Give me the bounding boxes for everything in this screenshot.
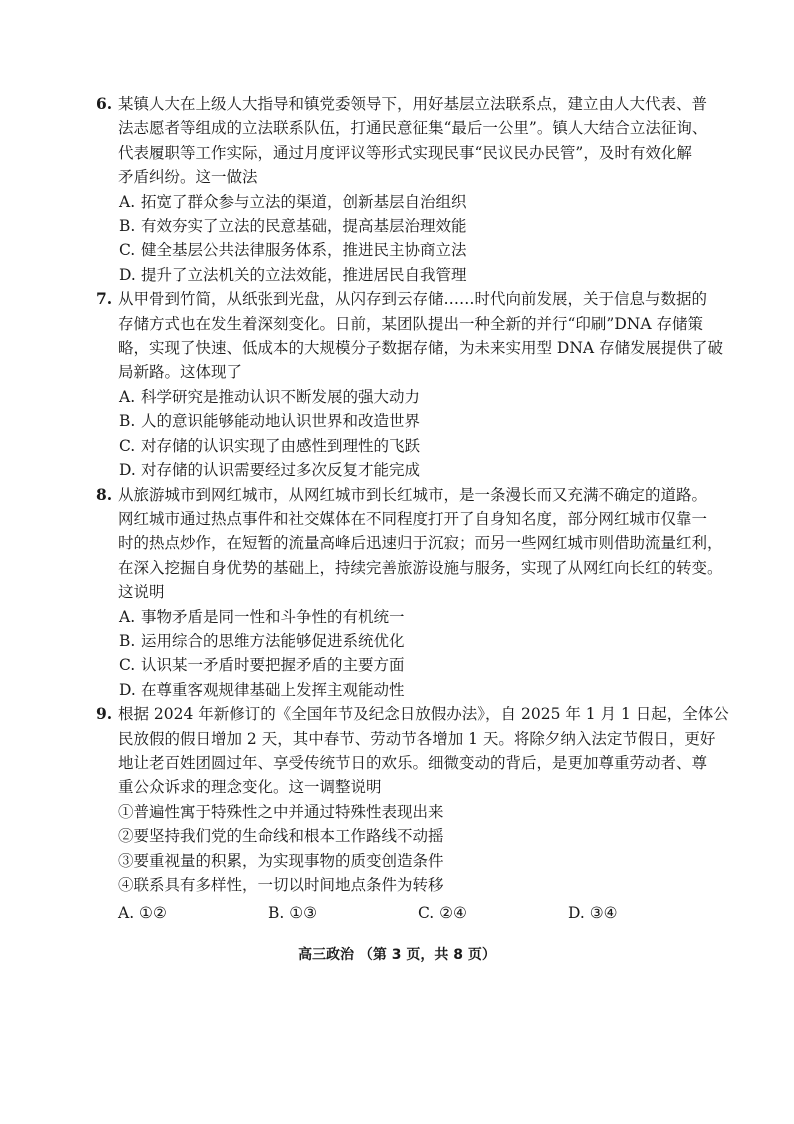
choice-c: C. ②④ [418, 904, 467, 923]
option-text: 在尊重客观规律基础上发挥主观能动性 [141, 680, 405, 699]
question-stem-line: 时的热点炒作，在短暂的流量高峰后迅速归于沉寂；而另一些网红城市则借助流量红利， [118, 534, 723, 553]
option-a [118, 190, 718, 214]
question-stem-line: 这说明 [118, 583, 165, 602]
question-stem-line: 民放假的假日增加 2 天，其中春节、劳动节各增加 1 天。将除夕纳入法定节假日，更好 [118, 729, 716, 748]
stem-text: 根据 2024 年新修订的《全国年节及纪念日放假办法》，自 2025 年 1 月 1 日起，全体公 [118, 705, 729, 724]
option-letter: A. [119, 192, 136, 211]
question-stem-line: 重公众诉求的理念变化。这一调整说明 [118, 778, 382, 797]
choice-a: A. ①② [118, 904, 167, 923]
option-c [118, 653, 718, 677]
question-stem-line: 略，实现了快速、低成本的大规模分子数据存储，为未来实用型 DNA 存储发展提供了破 [118, 339, 724, 358]
question-stem-line [96, 483, 718, 507]
option-b [118, 214, 718, 238]
option-text: 科学研究是推动认识不断发展的强大动力 [141, 387, 421, 406]
question-7 [96, 287, 724, 482]
option-text: 对存储的认识需要经过多次反复才能完成 [141, 461, 421, 480]
question-stem-line: 网红城市通过热点事件和社交媒体在不同程度打开了自身知名度，部分网红城市仅靠一 [118, 509, 708, 528]
question-stem-line [96, 287, 718, 311]
page-footer: 高三政治 （第 3 页，共 8 页） [298, 947, 496, 963]
question-stem-line: 在深入挖掘自身优势的基础上，持续完善旅游设施与服务，实现了从网红向长红的转变。 [118, 558, 723, 577]
option-d [118, 458, 718, 482]
question-8 [96, 483, 723, 703]
option-letter: C. [119, 436, 136, 455]
option-b [118, 629, 718, 653]
option-text: 运用综合的思维方法能够促进系统优化 [141, 631, 405, 650]
question-stem-line: 代表履职等工作实际，通过月度评议等形式实现民事“民议民办民管”，及时有效化解 [118, 143, 692, 162]
option-letter: D. [119, 265, 136, 284]
choice-d: D. ③④ [568, 904, 618, 923]
option-text: 有效夯实了立法的民意基础，提高基层治理效能 [141, 217, 467, 236]
option-a [118, 385, 718, 409]
question-number: 8. [96, 484, 113, 504]
option-letter: D. [119, 680, 136, 699]
page-content [96, 92, 729, 927]
question-stem-line: 存储方式也在发生着深刻变化。日前，某团队提出一种全新的并行“印刷”DNA 存储策 [118, 314, 703, 333]
option-text: 提升了立法机关的立法效能，推进居民自我管理 [141, 265, 467, 284]
option-letter: A. [119, 387, 136, 406]
question-stem-line [96, 92, 718, 116]
option-text: 认识某一矛盾时要把握矛盾的主要方面 [141, 656, 405, 675]
option-a [118, 605, 718, 629]
option-letter: C. [119, 241, 136, 260]
question-stem-line [96, 702, 729, 726]
option-d [118, 263, 718, 287]
option-b [118, 409, 718, 433]
question-6 [96, 92, 718, 287]
option-letter: B. [119, 631, 136, 650]
option-letter: D. [119, 461, 136, 480]
option-c [118, 434, 718, 458]
option-text: 拓宽了群众参与立法的渠道，创新基层自治组织 [141, 192, 467, 211]
statement-2: ②要坚持我们党的生命线和根本工作路线不动摇 [118, 827, 444, 846]
option-text: 对存储的认识实现了由感性到理性的飞跃 [141, 436, 421, 455]
question-9 [96, 702, 729, 927]
statement-1: ①普遍性寓于特殊性之中并通过特殊性表现出来 [118, 802, 444, 821]
stem-text: 从甲骨到竹简，从纸张到光盘，从闪存到云存储……时代向前发展，关于信息与数据的 [118, 290, 708, 309]
question-stem-line: 局新路。这体现了 [118, 363, 243, 382]
stem-text: 从旅游城市到网红城市，从网红城市到长红城市，是一条漫长而又充满不确定的道路。 [118, 485, 708, 504]
option-letter: A. [119, 607, 136, 626]
question-stem-line: 矛盾纠纷。这一做法 [118, 168, 258, 187]
question-number: 9. [96, 704, 113, 724]
option-text: 健全基层公共法律服务体系，推进民主协商立法 [141, 241, 467, 260]
question-number: 6. [96, 94, 113, 113]
answer-choices [118, 899, 718, 927]
stem-text: 某镇人大在上级人大指导和镇党委领导下，用好基层立法联系点，建立由人大代表、普 [118, 95, 708, 113]
option-text: 人的意识能够能动地认识世界和改造世界 [141, 412, 421, 431]
question-stem-line: 地让老百姓团圆过年、享受传统节日的欢乐。细微变动的背后，是更加尊重劳动者、尊 [118, 753, 708, 772]
option-c [118, 238, 718, 262]
option-letter: C. [119, 656, 136, 675]
question-number: 7. [96, 289, 113, 309]
option-letter: B. [119, 217, 136, 236]
option-text: 事物矛盾是同一性和斗争性的有机统一 [141, 607, 405, 626]
option-d [118, 678, 718, 702]
question-stem-line: 法志愿者等组成的立法联系队伍，打通民意征集“最后一公里”。镇人大结合立法征询、 [118, 119, 708, 138]
option-letter: B. [119, 412, 136, 431]
statement-3: ③要重视量的积累，为实现事物的质变创造条件 [118, 851, 444, 870]
choice-b: B. ①③ [268, 904, 318, 923]
statement-4: ④联系具有多样性，一切以时间地点条件为转移 [118, 876, 444, 894]
